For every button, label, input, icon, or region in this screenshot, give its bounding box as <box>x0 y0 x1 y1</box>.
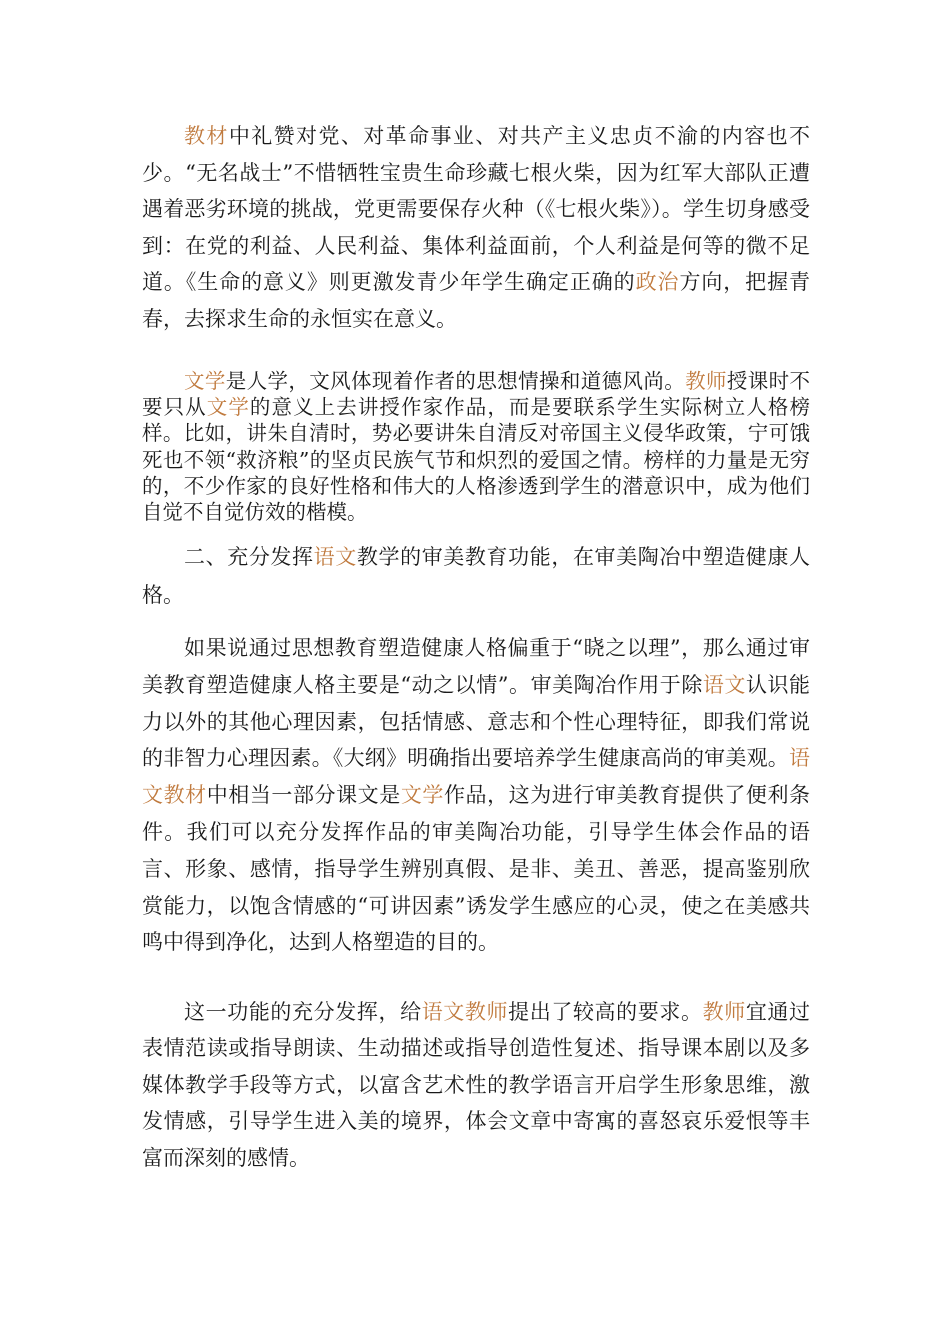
paragraph-4 <box>142 630 810 961</box>
keyword-link[interactable]: 文学 <box>206 395 250 420</box>
paragraph-text: 方向，把握青春，去探求生命的永恒实在意义。 <box>142 270 811 331</box>
keyword-link[interactable]: 语文 <box>313 545 357 569</box>
paragraph-text: 认识能力以外的其他心理因素，包括情感、意志和个性心理特征，即我们常说的非智力心理因素。《大纲》明确指出要培养学生健康高尚的审美观。 <box>142 672 811 771</box>
keyword-link[interactable]: 语文教材 <box>142 746 810 808</box>
paragraph-2 <box>142 368 810 525</box>
paragraph-text: 是人学，文风体现着作者的思想情操和道德风尚。 <box>225 369 686 393</box>
paragraph-text: 中相当一部分课文是 <box>206 783 401 808</box>
paragraph-5 <box>142 994 810 1176</box>
section-heading <box>142 538 810 614</box>
keyword-link[interactable]: 教材 <box>184 124 229 148</box>
heading-text: 二、充分发挥 <box>184 545 314 569</box>
paragraph-text: 提出了较高的要求。 <box>508 1000 703 1024</box>
keyword-link[interactable]: 教师 <box>702 1000 746 1024</box>
keyword-link[interactable]: 政治 <box>635 270 680 295</box>
keyword-link[interactable]: 语文 <box>702 672 746 697</box>
paragraph-text: 中礼赞对党、对革命事业、对共产主义忠贞不渝的内容也不少。“无名战士”不惜牺牲宝贵生命珍藏七根火柴，因为红军大部队正遭遇着恶劣环境的挑战，党更需要保存火种（《七根火柴》）。学生切身感受到：在党的利益、人民利益、集体利益面前，个人利益是何等的微不足道。《生命的意义》则更激发青少年学生确定正确的 <box>142 124 811 295</box>
keyword-link[interactable]: 教师 <box>685 369 727 393</box>
paragraph-text: 宜通过表情范读或指导朗读、生动描述或指导创造性复述、指导课本剧以及多媒体教学手段等方式，以富含艺术性的教学语言开启学生形象思维，激发情感，引导学生进入美的境界，体会文章中寄寓的喜怒哀乐爱恨等丰富而深刻的感情。 <box>142 1000 811 1170</box>
keyword-link[interactable]: 文学 <box>184 369 226 393</box>
paragraph-text: 如果说通过思想教育塑造健康人格偏重于“晓之以理”，那么通过审美教育塑造健康人格主要是“动之以情”。审美陶冶作用于除 <box>142 636 810 697</box>
paragraph-text: 作品，这为进行审美教育提供了便利条件。我们可以充分发挥作品的审美陶冶功能，引导学生体会作品的语言、形象、感情，指导学生辨别真假、是非、美丑、善恶，提高鉴别欣赏能力，以饱含情感的“可讲因素”诱发学生感应的心灵，使之在美感共鸣中得到净化，达到人格塑造的目的。 <box>142 783 811 955</box>
keyword-link[interactable]: 文学 <box>400 783 444 808</box>
heading-text: 教学的审美教育功能，在审美陶冶中塑造健康人格。 <box>142 545 811 607</box>
keyword-link[interactable]: 语文教师 <box>421 1000 509 1024</box>
paragraph-1 <box>142 118 810 338</box>
paragraph-text: 授课时不要只从 <box>142 369 811 420</box>
paragraph-text: 的意义上去讲授作家作品，而是要联系学生实际树立人格榜样。比如，讲朱自清时，势必要讲朱自清反对帝国主义侵华政策，宁可饿死也不领“救济粮”的坚贞民族气节和炽烈的爱国之情。榜样的力量是无穷的，不少作家的良好性格和伟大的人格渗透到学生的潜意识中，成为他们自觉不自觉仿效的楷模。 <box>142 395 811 525</box>
paragraph-text: 这一功能的充分发挥，给 <box>184 1000 422 1024</box>
